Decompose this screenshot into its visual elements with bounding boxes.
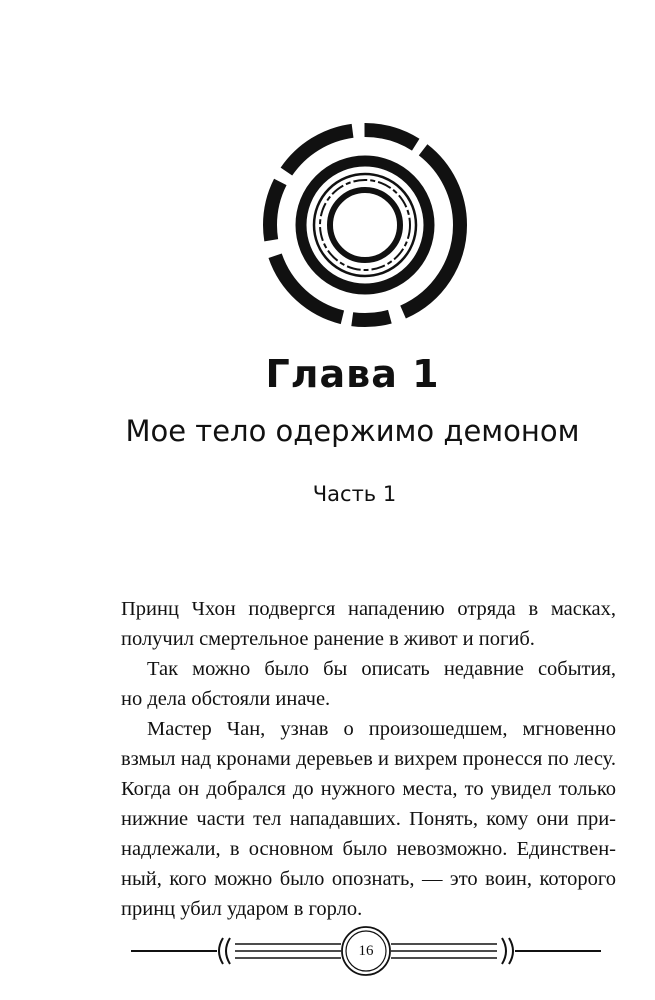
chapter-title: Глава 1 — [265, 352, 440, 396]
text-line: но дела обстояли иначе. — [121, 688, 331, 710]
text-line: Мастер Чан, узнав о произошедшем, мгновенно — [147, 718, 616, 740]
chapter-subtitle: Мое тело одержимо демоном — [125, 414, 580, 448]
text-line: Когда он добрался до нужного места, то увидел только — [121, 778, 616, 800]
text-line: получил смертельное ранение в живот и погиб. — [121, 628, 535, 650]
footer-ornament — [131, 926, 601, 976]
text-line: ный, кого можно было опознать, — это воин, которого — [121, 868, 616, 890]
text-line: нижние части тел нападавших. Понять, кому они при- — [121, 808, 616, 830]
part-label: Часть 1 — [312, 482, 397, 506]
text-line: Так можно было бы описать недавние события, — [147, 658, 616, 680]
chapter-emblem-icon — [258, 118, 472, 332]
text-line: взмыл над кронами деревьев и вихрем пронесся по лесу. — [121, 748, 616, 770]
body-text — [121, 594, 616, 924]
text-line: принц убил ударом в горло. — [121, 898, 363, 920]
text-line: Принц Чхон подвергся нападению отряда в масках, — [121, 598, 616, 620]
text-line: надлежали, в основном было невозможно. Единствен- — [121, 838, 616, 860]
page-number: 16 — [358, 943, 374, 959]
